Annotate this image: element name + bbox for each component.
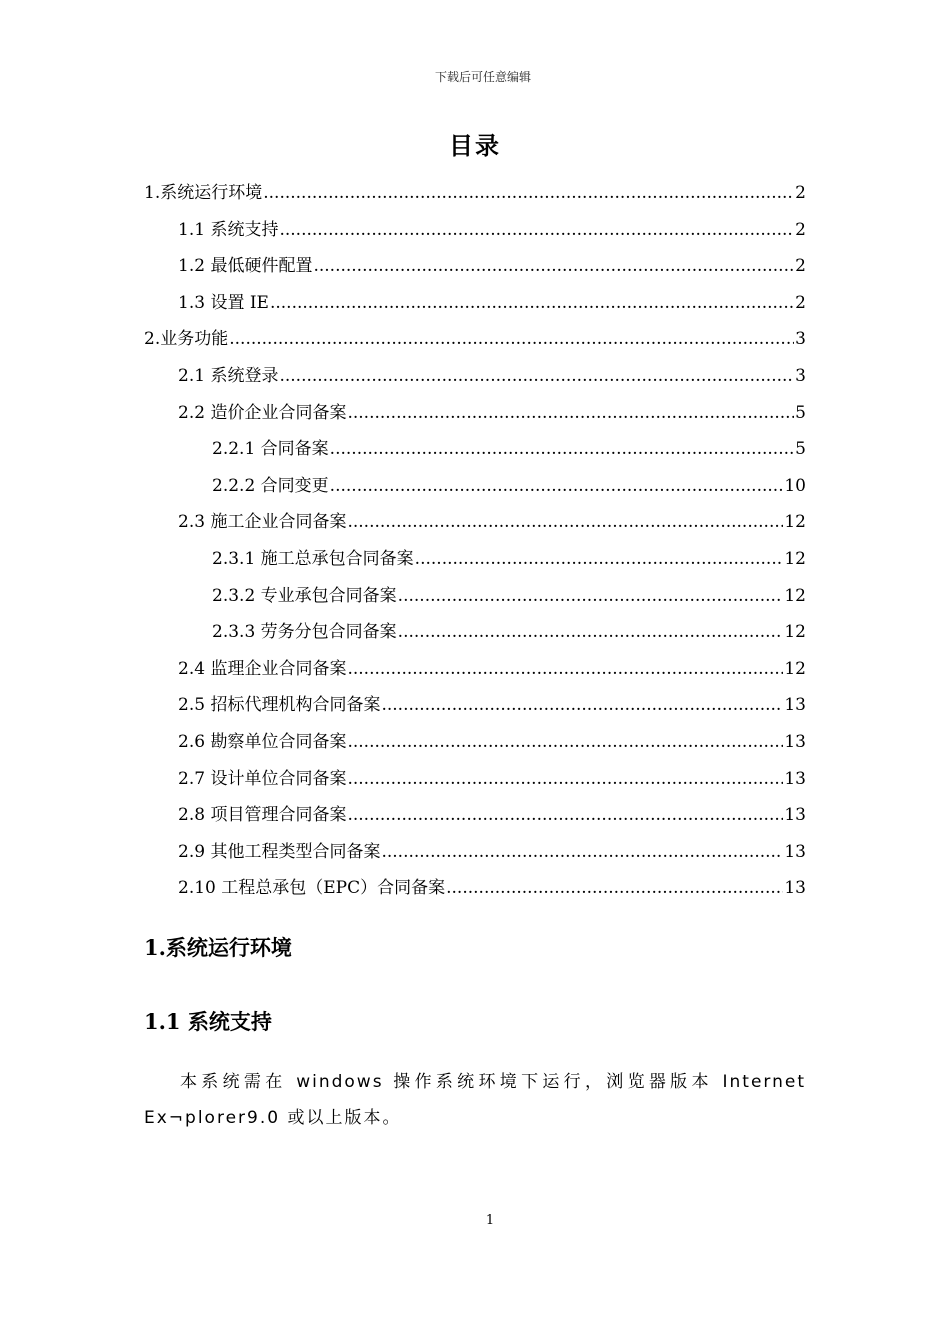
toc-dot-leader — [229, 329, 794, 349]
toc-entry[interactable] — [144, 324, 806, 354]
toc-dot-leader — [347, 732, 783, 752]
toc-entry-page: 13 — [784, 695, 806, 716]
toc-entry[interactable] — [212, 617, 806, 647]
header-note: 下载后可任意编辑 — [434, 70, 531, 84]
toc-entry-page: 13 — [784, 878, 806, 899]
toc-entry-page: 12 — [784, 585, 806, 606]
toc-entry-page: 5 — [795, 439, 806, 460]
toc-entry-page: 2 — [795, 183, 806, 203]
toc-entry-label: 1.1 系统支持 — [178, 219, 279, 240]
toc-dot-leader — [381, 842, 783, 862]
toc-dot-leader — [330, 476, 784, 496]
toc-entry-page: 2 — [795, 219, 806, 240]
toc-title: 目录 — [449, 131, 501, 160]
toc-entry[interactable] — [178, 251, 806, 281]
toc-dot-leader — [347, 403, 794, 423]
toc-entry-label: 2.2 造价企业合同备案 — [178, 402, 347, 423]
toc-entry[interactable] — [178, 507, 806, 537]
toc-entry-label: 2.4 监理企业合同备案 — [178, 658, 347, 679]
toc-entry[interactable] — [178, 654, 806, 684]
toc-entry-label: 2.3 施工企业合同备案 — [178, 512, 347, 533]
toc-dot-leader — [381, 695, 783, 715]
toc-dot-leader — [415, 549, 784, 569]
toc-dot-leader — [313, 256, 794, 276]
toc-entry-label: 2.业务功能 — [144, 329, 229, 350]
toc-entry-label: 2.1 系统登录 — [178, 366, 279, 386]
toc-entry-page: 13 — [784, 768, 806, 789]
toc-dot-leader — [270, 293, 794, 313]
toc-entry[interactable] — [178, 764, 806, 794]
toc-entry-page: 12 — [784, 622, 806, 643]
toc-entry-label: 2.3.1 施工总承包合同备案 — [212, 549, 414, 569]
toc-entry-page: 13 — [784, 732, 806, 752]
toc-entry-page: 2 — [795, 256, 806, 277]
toc-entry[interactable] — [178, 800, 806, 830]
toc-entry[interactable] — [178, 727, 806, 757]
toc-entry-page: 12 — [784, 512, 806, 533]
toc-dot-leader — [446, 878, 783, 898]
subsection-heading: 1.1 系统支持 — [144, 1009, 272, 1034]
toc-entry-page: 12 — [784, 549, 806, 569]
toc-dot-leader — [347, 659, 783, 679]
toc-entry-label: 2.10 工程总承包（EPC）合同备案 — [178, 878, 446, 899]
toc-entry-page: 13 — [784, 805, 806, 826]
toc-entry-page: 3 — [795, 366, 806, 386]
toc-entry[interactable] — [178, 873, 806, 903]
toc-dot-leader — [347, 769, 783, 789]
toc-entry[interactable] — [178, 215, 806, 245]
toc-dot-leader — [263, 183, 794, 203]
toc-entry[interactable] — [212, 471, 806, 501]
toc-entry[interactable] — [178, 288, 806, 318]
toc-entry-label: 2.2.1 合同备案 — [212, 439, 329, 460]
toc-entry-label: 2.7 设计单位合同备案 — [178, 768, 347, 789]
body-paragraph: 本系统需在 windows 操作系统环境下运行，浏览器版本 Internet Ex¬plorer9.0 或以上版本。 — [144, 1072, 806, 1128]
toc-entry-label: 1.系统运行环境 — [144, 183, 263, 203]
toc-entry[interactable] — [178, 690, 806, 720]
toc-dot-leader — [347, 805, 783, 825]
toc-entry-label: 1.2 最低硬件配置 — [178, 256, 313, 277]
toc-entry-label: 2.9 其他工程类型合同备案 — [178, 841, 381, 862]
toc-entry[interactable] — [178, 361, 806, 391]
toc-entry-label: 1.3 设置 IE — [178, 292, 269, 313]
toc-entry-page: 12 — [784, 658, 806, 679]
toc-entry[interactable] — [212, 434, 806, 464]
page-number: 1 — [485, 1213, 495, 1228]
toc-dot-leader — [279, 366, 794, 386]
toc-entry-page: 5 — [795, 402, 806, 423]
toc-entry[interactable] — [144, 178, 806, 208]
toc-entry[interactable] — [178, 837, 806, 867]
toc-dot-leader — [279, 220, 794, 240]
toc-entry-label: 2.3.3 劳务分包合同备案 — [212, 622, 397, 643]
toc-entry-label: 2.3.2 专业承包合同备案 — [212, 585, 397, 606]
toc-dot-leader — [330, 439, 795, 459]
toc-entry[interactable] — [178, 398, 806, 428]
toc-entry-page: 13 — [784, 841, 806, 862]
toc-entry[interactable] — [212, 544, 806, 574]
toc-dot-leader — [398, 586, 784, 606]
toc-entry-label: 2.6 勘察单位合同备案 — [178, 732, 347, 752]
toc-entry[interactable] — [212, 581, 806, 611]
toc-entry-label: 2.8 项目管理合同备案 — [178, 805, 347, 826]
toc-dot-leader — [347, 512, 783, 532]
toc-dot-leader — [398, 622, 784, 642]
toc-entry-page: 10 — [784, 475, 806, 496]
toc-entry-label: 2.5 招标代理机构合同备案 — [178, 695, 381, 716]
toc-entry-page: 3 — [795, 329, 806, 350]
toc-entry-page: 2 — [795, 292, 806, 313]
section-heading: 1.系统运行环境 — [144, 935, 292, 960]
toc-entry-label: 2.2.2 合同变更 — [212, 475, 329, 496]
